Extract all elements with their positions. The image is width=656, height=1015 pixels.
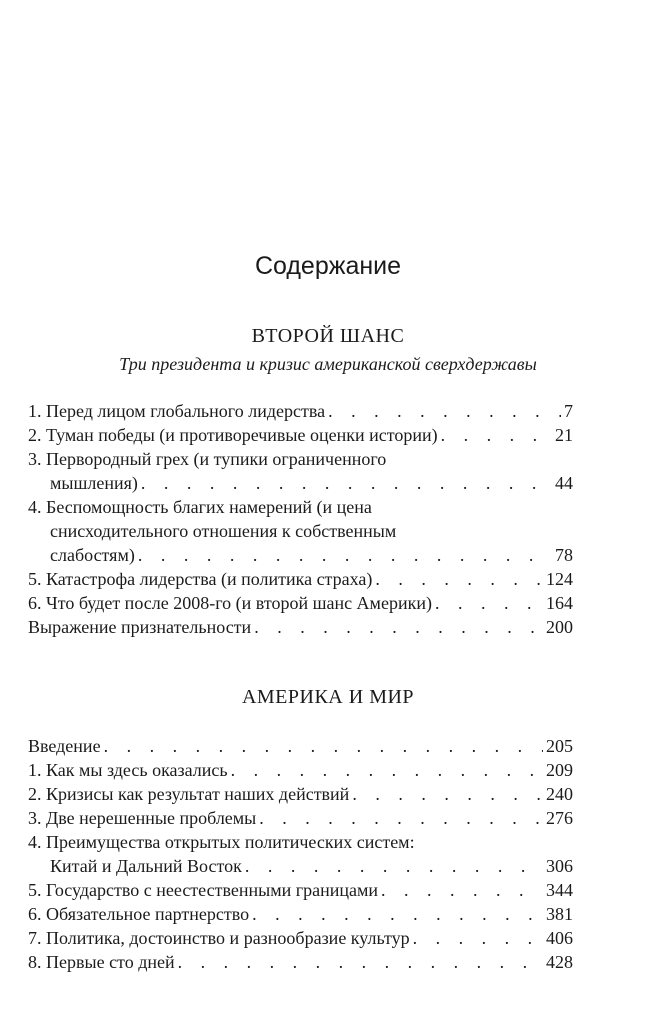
dot-leader (245, 854, 543, 878)
dot-leader (352, 782, 543, 806)
toc-entry-line (28, 399, 573, 423)
dot-leader (435, 591, 543, 615)
toc-entry (28, 567, 573, 591)
toc-page-number: 344 (546, 880, 573, 900)
toc-page-number: 205 (546, 736, 573, 756)
toc-entry-line (28, 854, 573, 878)
toc-entry-line (28, 519, 573, 543)
toc-entry-title: 3. Первородный грех (и тупики ограниченного (28, 449, 387, 469)
toc-entry-line (28, 782, 573, 806)
toc-entry (28, 615, 573, 639)
toc-entry (28, 782, 573, 806)
toc-page-number: 381 (546, 904, 573, 924)
toc-entry (28, 447, 573, 495)
section-title-america-and-world: АМЕРИКА И МИР (241, 686, 415, 708)
toc-entry-line (28, 543, 573, 567)
toc-page-number: 78 (555, 545, 573, 565)
dot-leader (413, 926, 543, 950)
toc-entry-title: 6. Что будет после 2008-го (и второй шанс Америки) (28, 593, 432, 613)
toc-entry (28, 399, 573, 423)
toc-page-number: 428 (546, 952, 573, 972)
toc-entry-title: 5. Государство с неестественными границами (28, 880, 379, 900)
toc-page-number: 240 (546, 784, 573, 804)
toc-entry-title: слабостям) (50, 545, 135, 565)
toc-entry-line (28, 591, 573, 615)
toc-entry-line (28, 806, 573, 830)
toc-entry-title: 8. Первые сто дней (28, 952, 175, 972)
toc-entry (28, 734, 573, 758)
toc-page-number: 406 (546, 928, 573, 948)
toc-entry (28, 423, 573, 447)
toc-entry-title: 2. Туман победы (и противоречивые оценки истории) (28, 425, 438, 445)
dot-leader (328, 399, 561, 423)
toc-entry-title: 6. Обязательное партнерство (28, 904, 250, 924)
toc-entry-line (28, 495, 573, 519)
toc-entry-title: Выражение признательности (28, 617, 252, 637)
toc-entry-line (28, 567, 573, 591)
toc-page-number: 200 (546, 617, 573, 637)
toc-entry-line (28, 615, 573, 639)
toc-entry-line (28, 878, 573, 902)
toc-entry-title: 1. Перед лицом глобального лидерства (28, 401, 326, 421)
toc-entry (28, 806, 573, 830)
toc-entry-line (28, 902, 573, 926)
toc-page-number: 124 (546, 569, 573, 589)
toc-entry-title: 4. Беспомощность благих намерений (и цена (28, 497, 372, 517)
toc-list-second-chance (28, 399, 573, 639)
section-subtitle-second-chance: Три президента и кризис американской сверхдержавы (119, 354, 537, 374)
toc-entry (28, 902, 573, 926)
toc-entry-title: 5. Катастрофа лидерства (и политика страха) (28, 569, 373, 589)
toc-entry-line (28, 471, 573, 495)
toc-entry (28, 591, 573, 615)
toc-list-america-and-world (28, 734, 573, 974)
dot-leader (259, 806, 543, 830)
toc-entry-title: снисходительного отношения к собственным (50, 521, 397, 541)
dot-leader (178, 950, 543, 974)
toc-page-number: 276 (546, 808, 573, 828)
toc-page-number: 306 (546, 856, 573, 876)
dot-leader (441, 423, 552, 447)
dot-leader (138, 543, 552, 567)
dot-leader (381, 878, 543, 902)
toc-entry (28, 878, 573, 902)
toc-page-number: 164 (546, 593, 573, 613)
dot-leader (254, 615, 543, 639)
toc-entry-line (28, 950, 573, 974)
page-title: Содержание (254, 252, 402, 280)
toc-page-number: 7 (564, 401, 573, 421)
toc-entry (28, 950, 573, 974)
dot-leader (141, 471, 552, 495)
toc-page-number: 44 (555, 473, 573, 493)
toc-entry-title: 7. Политика, достоинство и разнообразие культур (28, 928, 410, 948)
toc-page-number: 209 (546, 760, 573, 780)
toc-entry (28, 758, 573, 782)
toc-entry-title: 1. Как мы здесь оказались (28, 760, 228, 780)
toc-entry-title: 4. Преимущества открытых политических систем: (28, 832, 415, 852)
toc-entry-title: Введение (28, 736, 101, 756)
toc-entry-line (28, 447, 573, 471)
dot-leader (104, 734, 543, 758)
toc-page-number: 21 (555, 425, 573, 445)
section-title-second-chance: ВТОРОЙ ШАНС (251, 325, 405, 347)
dot-leader (252, 902, 543, 926)
dot-leader (231, 758, 543, 782)
toc-entry-line (28, 734, 573, 758)
toc-entry-line (28, 830, 573, 854)
toc-entry (28, 830, 573, 878)
toc-entry-title: мышления) (50, 473, 138, 493)
toc-entry-line (28, 423, 573, 447)
dot-leader (375, 567, 543, 591)
toc-entry (28, 926, 573, 950)
toc-entry-title: Китай и Дальний Восток (50, 856, 242, 876)
toc-entry-line (28, 926, 573, 950)
toc-entry (28, 495, 573, 567)
toc-entry-title: 2. Кризисы как результат наших действий (28, 784, 350, 804)
toc-entry-line (28, 758, 573, 782)
toc-entry-title: 3. Две нерешенные проблемы (28, 808, 257, 828)
